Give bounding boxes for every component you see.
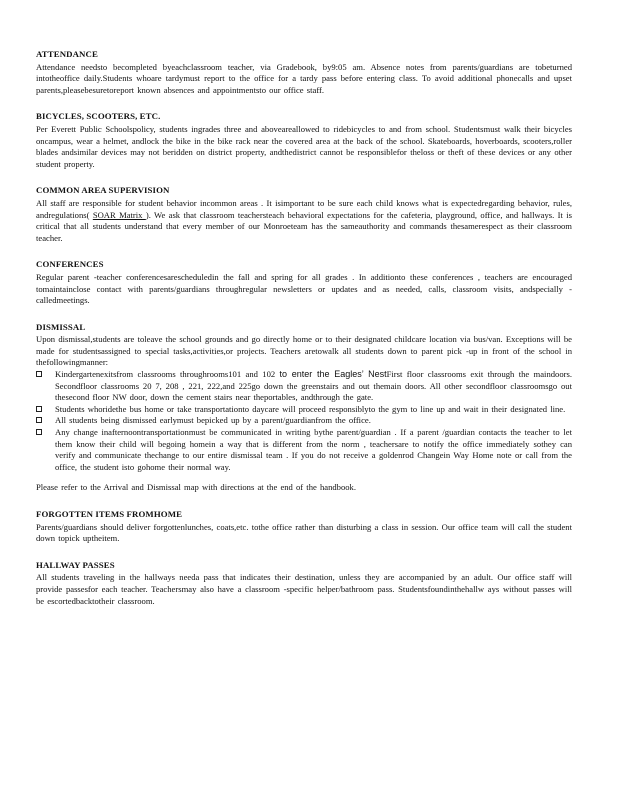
square-bullet-icon bbox=[36, 417, 42, 423]
paragraph-conferences: Regular parent -teacher conferencesarescheduledin the fall and spring for all grades . In additionto these conferences , teachers are encouraged tomaintainclose contact with parents/guardians throughregular newsletters or updates and as needed, calls, classroom visits, andspecially -calledmeetings. bbox=[36, 271, 572, 306]
paragraph-attendance: Attendance needsto becompleted byeachclassroom teacher, via Gradebook, by9:05 am. Absence notes from parents/guardians are tobeturned intotheoffice daily.Students whoare tardymust report to the office for a tardy pass before entering class. To avoid additional phonecalls and upset parents,pleasebesuretoreport known absences and appointmentsto our office staff. bbox=[36, 61, 572, 95]
bullet-text-large: to enter the Eagles’ Nest bbox=[279, 369, 387, 380]
paragraph-supervision bbox=[36, 198, 572, 244]
heading-attendance: ATTENDANCE bbox=[36, 49, 98, 59]
supervision-text-start: All staff are responsible for student behavior incommon areas . It isimportant to be sure each child knows what is expectedregarding behavior, rules, andregulations( bbox=[36, 197, 572, 220]
list-item bbox=[55, 427, 572, 473]
soar-matrix-link[interactable]: SOAR Matrix bbox=[92, 209, 146, 220]
bullet-text: Kindergartenexitsfrom classrooms throughrooms101 and 102 bbox=[55, 369, 280, 380]
section-forgotten-items bbox=[36, 509, 572, 545]
heading-forgotten-items: FORGOTTEN ITEMS FROMHOME bbox=[36, 509, 183, 519]
dismissal-bullet-list bbox=[36, 369, 572, 473]
section-common-area-supervision bbox=[36, 185, 572, 244]
supervision-text-end: ). We ask that classroom teachersteach behavioral expectations for the cafeteria, playground, office, and hallways. It is critical that all students understand that every member of our Monroeteam has the sameauthority and commands thesamerespect as their classroom teacher. bbox=[36, 209, 572, 243]
paragraph-hallway-passes: All students traveling in the hallways needa pass that indicates their destination, unless they are accompanied by an adult. Our office staff will provide passesfor each teacher. Teachersmay also have a classroom -specific helper/bathroom pass. Studentsfoundinthehallw ays without passes will be escortedbacktotheir classroom. bbox=[36, 572, 572, 606]
square-bullet-icon bbox=[36, 371, 42, 377]
paragraph-bicycles: Per Everett Public Schoolspolicy, students ingrades three and aboveareallowed to ridebicycles to and from school. Studentsmust walk their bicycles oncampus, wear a helmet, andlock the bike in the bike rack near the covered area at the back of the school. Skateboards, hoverboards, scooters,roller blades andsimilar devices may not beridden on district property, andthedistrict cannot be responsiblefor theloss or theft of these devices or any other student property. bbox=[36, 123, 572, 169]
list-item bbox=[55, 415, 572, 427]
square-bullet-icon bbox=[36, 406, 42, 412]
section-conferences bbox=[36, 259, 572, 306]
heading-dismissal: DISMISSAL bbox=[36, 321, 86, 332]
bullet-text: Any change inafternoontransportationmust be communicated in writing bythe parent/guardian . If a parent /guardian contacts the teacher to let them know their child will begoing homein a way that is different from the norm , teachersare to notify the office immediately sothey can verify and communicate thechange to our entire dismissal team . If you do not receive a goldenrod Changein Way Home note or call from the office, the student isto gohome their normal way. bbox=[55, 427, 572, 472]
heading-bicycles: BICYCLES, SCOOTERS, ETC. bbox=[36, 111, 161, 122]
section-bicycles bbox=[36, 111, 572, 170]
bullet-text: Students whoridethe bus home or take transportationto daycare will proceed responsiblyto the gym to line up and wait in their designated line. bbox=[55, 403, 566, 414]
dismissal-map-note: Please refer to the Arrival and Dismissal map with directions at the end of the handbook. bbox=[36, 482, 356, 493]
list-item bbox=[55, 369, 572, 404]
bullet-text-continued: First floor classrooms exit through the maindoors. Secondfloor classrooms 20 7, 208 , 221, 222,and 225go down the greenstairs and out themain doors. All other secondfloor classroomsgo out thesecond floor NW door, down the cement stairs near theportables, andthrough the gate. bbox=[55, 369, 572, 403]
square-bullet-icon bbox=[36, 429, 42, 435]
paragraph-forgotten-items: Parents/guardians should deliver forgottenlunches, coats,etc. tothe office rather than disturbing a class in session. Our office team will call the student down topick uptheitem. bbox=[36, 521, 572, 544]
bullet-text: All students being dismissed earlymust bepicked up by a parent/guardianfrom the office. bbox=[55, 415, 371, 426]
heading-supervision: COMMON AREA SUPERVISION bbox=[36, 185, 170, 196]
heading-hallway-passes: HALLWAY PASSES bbox=[36, 559, 115, 570]
paragraph-dismissal-intro: Upon dismissal,students are toleave the school grounds and go directly home or to their designated childcare location via bus/van. Exceptions will be made for studentsassigned to special tasks,activities,or projects. Teachers aretowalk all students down to parent pick -up in front of the school in thefollowingmanner: bbox=[36, 334, 572, 368]
list-item bbox=[55, 404, 572, 416]
document-body bbox=[36, 49, 572, 622]
section-attendance bbox=[36, 49, 572, 96]
section-dismissal bbox=[36, 322, 572, 494]
heading-conferences: CONFERENCES bbox=[36, 259, 104, 270]
section-hallway-passes bbox=[36, 560, 572, 607]
